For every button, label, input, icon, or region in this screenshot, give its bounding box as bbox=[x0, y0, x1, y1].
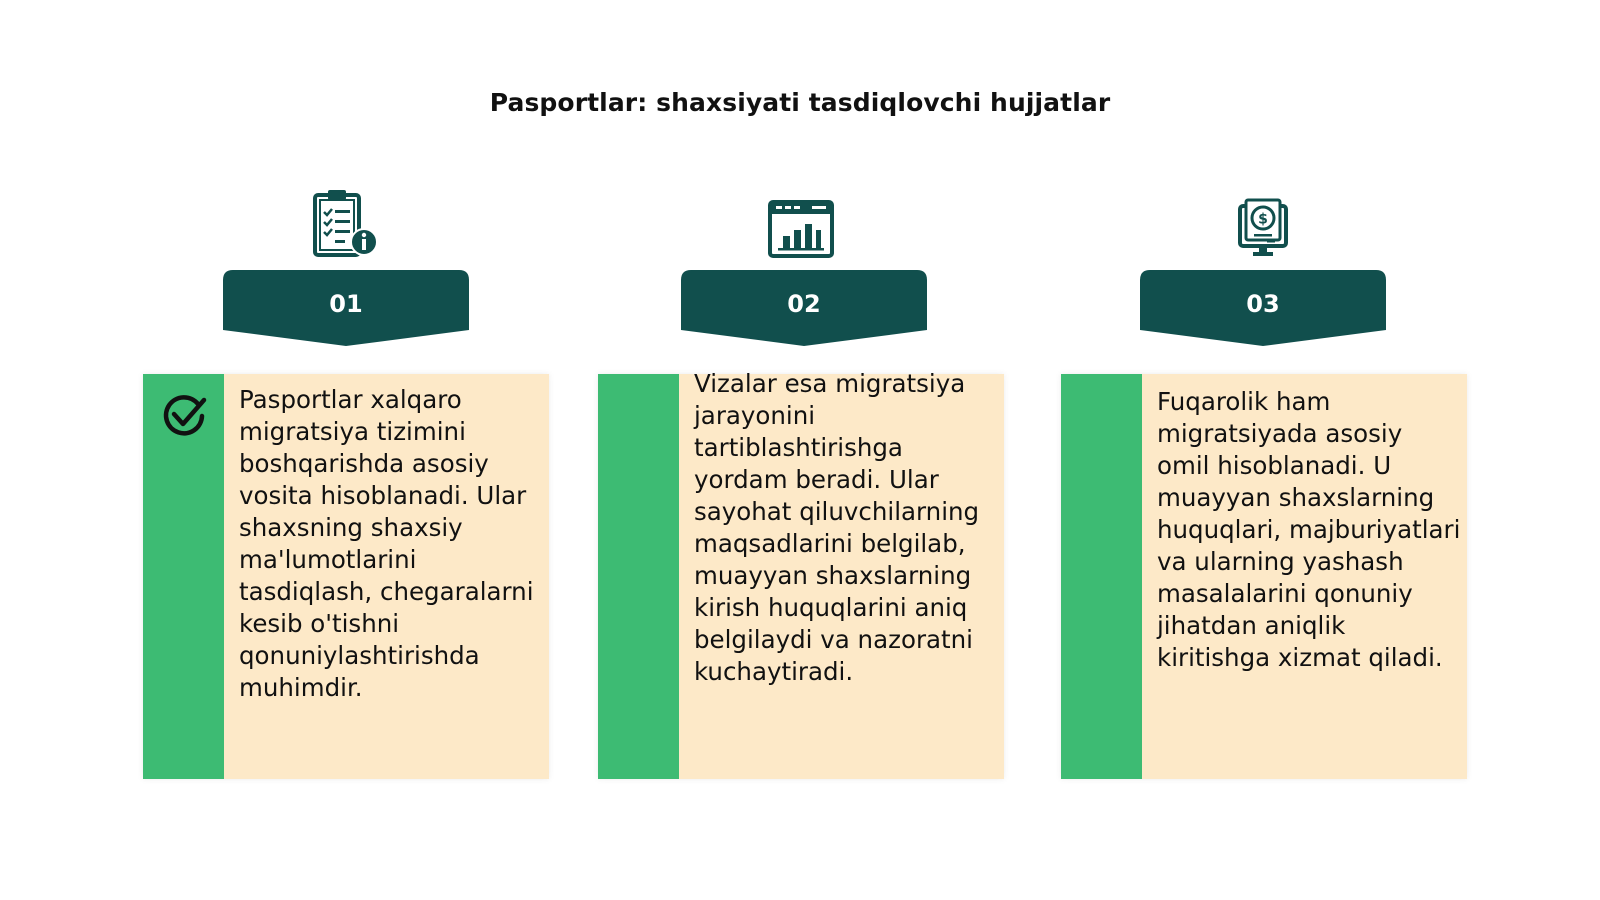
clipboard-checklist-info-icon bbox=[312, 188, 380, 258]
info-card-03 bbox=[1061, 374, 1467, 779]
page-title: Pasportlar: shaxsiyati tasdiqlovchi hujjatlar bbox=[489, 88, 1111, 117]
info-card-01 bbox=[143, 374, 549, 779]
step-badge-01 bbox=[223, 270, 469, 346]
step-number: 03 bbox=[1246, 290, 1280, 318]
step-number: 02 bbox=[787, 290, 821, 318]
card-text: Fuqarolik ham migratsiyada asosiy omil hisoblanadi. U muayyan shaxslarning huquqlari, majburiyatlari va ularning yashash masalalarini qonuniy jihatdan aniqlik kiritishga xizmat qiladi. bbox=[1157, 387, 1461, 672]
step-badge-02 bbox=[681, 270, 927, 346]
card-accent-strip bbox=[598, 374, 679, 779]
check-circle-icon bbox=[162, 394, 208, 442]
card-accent-strip bbox=[1061, 374, 1142, 779]
card-text: Vizalar esa migratsiya jarayonini tartiblashtirishga yordam beradi. Ular sayohat qiluvchilarning maqsadlarini belgilab, muayyan shaxslarning kirish huquqlarini aniq belgilaydi va nazoratni kuchaytiradi. bbox=[694, 369, 980, 686]
browser-bar-chart-icon bbox=[768, 200, 834, 258]
monitor-dollar-icon bbox=[1237, 198, 1289, 258]
svg-text:$: $ bbox=[1258, 211, 1268, 228]
card-text: Pasportlar xalqaro migratsiya tizimini boshqarishda asosiy vosita hisoblanadi. Ular shaxsning shaxsiy ma'lumotlarini tasdiqlash, chegaralarni kesib o'tishni qonuniylashtirishda muhimdir. bbox=[239, 385, 534, 702]
step-number: 01 bbox=[329, 290, 363, 318]
info-card-02 bbox=[598, 369, 1004, 779]
step-badge-03 bbox=[1140, 270, 1386, 346]
